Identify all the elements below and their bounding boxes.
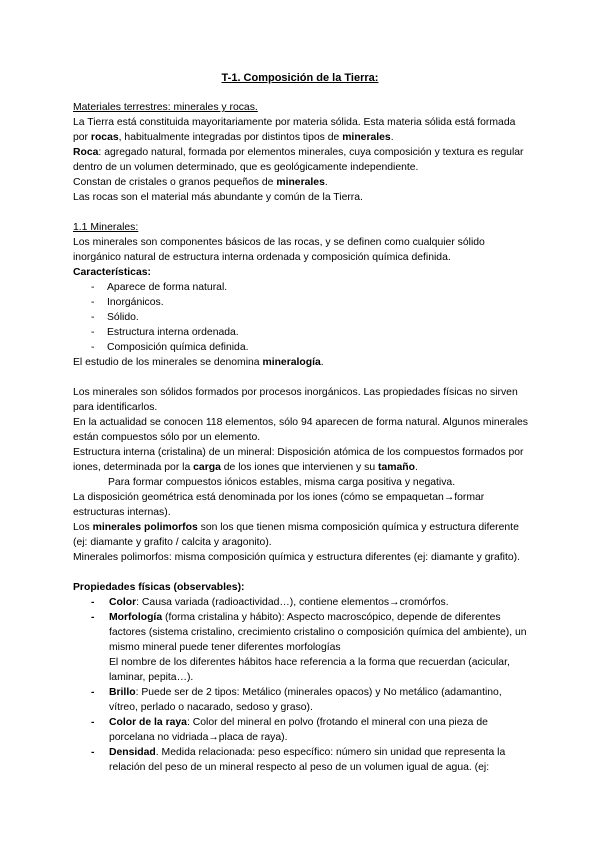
paragraph: La disposición geométrica está denominada por los iones (cómo se empaquetan→formar estructuras internas). bbox=[73, 492, 485, 518]
list-item: - Estructura interna ordenada. bbox=[73, 325, 533, 340]
paragraph: La Tierra está constituida mayoritariamente por materia sólida. Esta materia sólida está formada por rocas, habitualmente integradas por distintos tipos de minerales. bbox=[73, 117, 516, 143]
paragraph: Las rocas son el material más abundante y común de la Tierra. bbox=[73, 192, 363, 203]
features-list bbox=[73, 280, 533, 355]
paragraph: El estudio de los minerales se denomina mineralogía. bbox=[73, 357, 324, 368]
section-heading-propiedades: Propiedades físicas (observables): bbox=[73, 582, 245, 593]
paragraph: Los minerales son componentes básicos de las rocas, y se definen como cualquier sólido inorgánico natural de estructura interna ordenada y composición química definida. bbox=[73, 237, 485, 263]
list-item: - Inorgánicos. bbox=[73, 295, 533, 310]
paragraph: Estructura interna (cristalina) de un mineral: Disposición atómica de los compuestos formados por iones, determinada por la carga de los iones que intervienen y su tamaño. bbox=[73, 447, 524, 473]
features-title: Características: bbox=[73, 267, 151, 278]
section-heading-materiales: Materiales terrestres: minerales y rocas. bbox=[73, 102, 258, 113]
list-item: - Morfología (forma cristalina y hábito): Aspecto macroscópico, depende de diferentes factores (sistema cristalino, crecimiento cristalino o composición química del ambiente), un mismo mineral puede tener diferentes morfologías El nombre de los diferentes hábitos hace referencia a la forma que recuerdan (acicular, laminar, pepita…). bbox=[73, 610, 533, 685]
properties-list bbox=[73, 595, 533, 775]
paragraph: Roca: agregado natural, formada por elementos minerales, cuya composición y textura es regular dentro de un volumen determinado, que es geológicamente independiente. bbox=[73, 147, 524, 173]
paragraph: Minerales polimorfos: misma composición química y estructura diferentes (ej: diamante y grafito). bbox=[73, 552, 520, 563]
list-item: - Composición química definida. bbox=[73, 340, 533, 355]
page-title: T-1. Composición de la Tierra: bbox=[221, 72, 379, 84]
list-item: - Sólido. bbox=[73, 310, 533, 325]
document-body bbox=[73, 100, 533, 775]
paragraph: En la actualidad se conocen 118 elementos, sólo 94 aparecen de forma natural. Algunos minerales están compuestos sólo por un elemento. bbox=[73, 417, 528, 443]
paragraph: Para formar compuestos iónicos estables, misma carga positiva y negativa. bbox=[108, 477, 456, 488]
list-item: - Aparece de forma natural. bbox=[73, 280, 533, 295]
list-item: - Brillo: Puede ser de 2 tipos: Metálico (minerales opacos) y No metálico (adamantino, vítreo, perlado o nacarado, sedoso y graso). bbox=[73, 685, 533, 715]
list-item: - Densidad. Medida relacionada: peso específico: número sin unidad que representa la relación del peso de un mineral respecto al peso de un volumen igual de agua. (ej: bbox=[73, 745, 533, 775]
section-heading-minerales: 1.1 Minerales: bbox=[73, 222, 139, 233]
paragraph: Constan de cristales o granos pequeños de minerales. bbox=[73, 177, 328, 188]
paragraph: Los minerales polimorfos son los que tienen misma composición química y estructura diferente (ej: diamante y grafito / calcita y aragonito). bbox=[73, 522, 519, 548]
list-item: - Color de la raya: Color del mineral en polvo (frotando el mineral con una pieza de porcelana no vidriada→placa de raya). bbox=[73, 715, 533, 745]
list-item: - Color: Causa variada (radioactividad…), contiene elementos→cromórfos. bbox=[73, 595, 533, 610]
paragraph: Los minerales son sólidos formados por procesos inorgánicos. Las propiedades físicas no sirven para identificarlos. bbox=[73, 387, 518, 413]
